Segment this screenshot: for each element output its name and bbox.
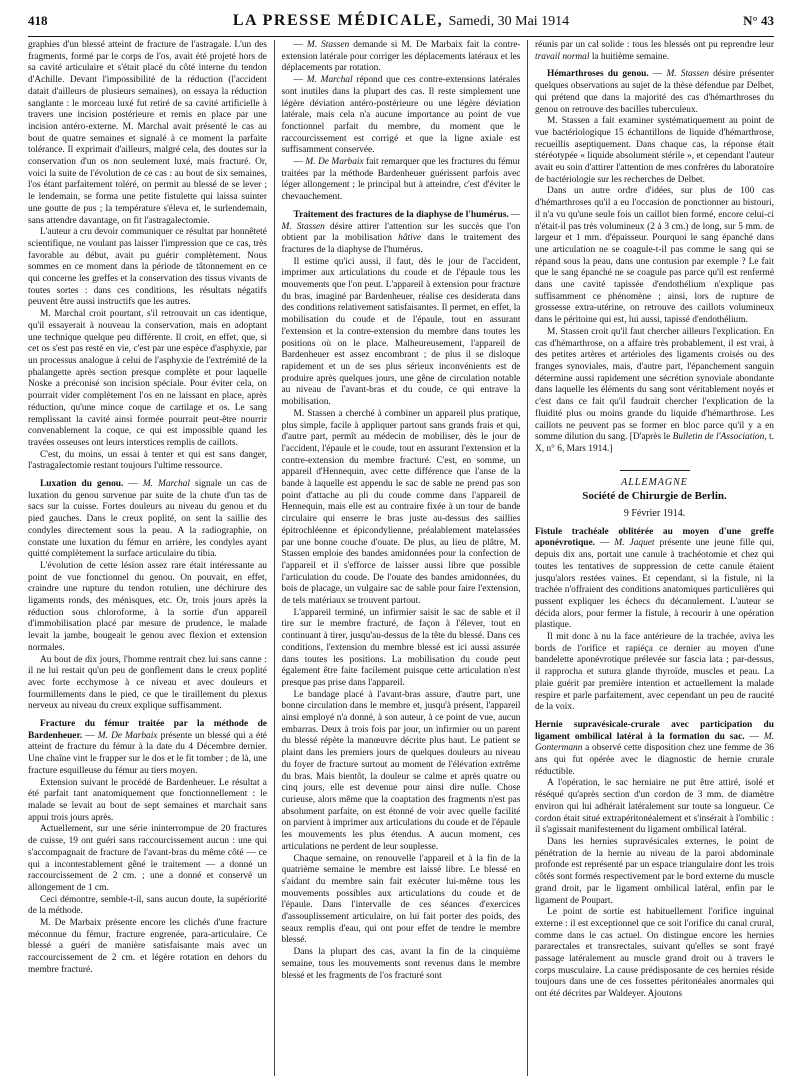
paragraph: Dans un autre ordre d'idées, sur plus de 100 cas d'hémarthroses qu'il a eu l'occasion de ponctionner au bistouri, il n'a vu qu'une seule fois un caillot bien formé, encore celui-ci n'était-il pas très volumineux (2 à 3 cm.) de long, sur 5 mm. de largeur et 1 mm. d'épaisseur. Pourquoi le sang épanché dans une articulation ne se coagule-t-il pas comme le sang qui se répand sous la peau, dans une contusion par exemple ? Le fait que le sang épanché ne se coagule pas parce qu'il est renfermé dans une cavité tapissée d'endothélium n'explique pas suffisamment ce phénomène ; ainsi, lors de rupture de grossesse extra-utérine, on retrouve des caillots volumineux dans le péritoine qui est, lui aussi, tapissé d'endothélium. [535, 186, 774, 326]
column-2 [282, 40, 521, 1076]
article-title: Luxation du genou. [40, 479, 124, 490]
remark-author: M. De Marbaix [305, 157, 364, 168]
page-number: 418 [28, 13, 48, 28]
paragraph: Il estime qu'ici aussi, il faut, dès le jour de l'accident, imprimer aux articulations du coude et de l'épaule tous les mouvements que l'on peut. L'appareil à extension pour fracture du bras, imaginé par Bardenheuer, réalise ces desiderata dans des conditions relativement satisfaisantes. Il permet, en effet, la mobilisation du coude et de l'épaule, tout en assurant l'extension et la contre-extension du membre dans toutes les positions où on le place. Malheureusement, l'appareil de Bardenheuer est assez encombrant ; de plus il se disloque rapidement et un de ses plus sérieux inconvénients est de produire après quelques jours, une gêne de circulation notable au niveau de l'avant-bras et du coude, ce qui entrave la mobilisation. [281, 256, 521, 408]
paragraph: M. Stassen a cherché à combiner un appareil plus pratique, plus simple, facile à appliquer partout sans grands frais et qui, d'autre part, permît au médecin de mobiliser, dès le jour de l'accident, l'épaule et le coude, tout en assurant l'extension et la contre-extension du membre fracturé. C'est, en somme, un appareil d'Hennequin, avec cette différence que l'anse de la bande à laquelle est appendu le sac de sable ne prend pas son point d'attache au pli du coude comme dans l'appareil de Hennequin, mais elle est au contraire fixée à un tour de bande circulaire qui enserre le bras juste au-dessus des saillies épitrochléenne et épicondylienne, préalablement matelassées par une bonne couche d'ouate. De plus, au lieu de plâtre, M. Stassen emploie des bandes amidonnées pour la confection de l'appareil et il s'efforce de laisser aussi libre que possible l'articulation du coude. De l'ouate des bandes amidonnées, du bois de placage, un vulgaire sac de sable pour faire l'extension, de tels matériaux se trouvent partout. [281, 408, 521, 607]
article-text: désire présenter quelques observations au sujet de la thèse défendue par Delbet, qui prétend que dans la majorité des cas d'hémarthroses du genou on retrouve des bacilles tuberculeux. [535, 69, 774, 115]
article-text: présente une jeune fille qui, depuis dix ans, portait une canule à trachéotomie et chez qui toutes les tentatives de suppression de cette canule étaient jusqu'alors restées vaines. Et cependant, si la fistule, ni la trachée n'offraient des conditions anatomiques particulières qui pussent expliquer les échecs du décanulement. L'auteur se décida alors, pour fermer la fistule, à recourir à une opération plastique. [535, 538, 774, 631]
section-rule [620, 470, 690, 471]
remark: — M. Marchal répond que ces contre-extensions latérales sont inutiles dans la plupart des cas. Il reste simplement une légère déviation antéro-postérieure ou une légère déviation latérale, mais cela n'a aucune importance au point de vue fonctionnel parfait du membre, du moment que le raccourcissement est corrigé et que la ligne axiale est suffisamment conservée. [281, 75, 521, 156]
text-columns [28, 40, 774, 1076]
paragraph: L'auteur a cru devoir communiquer ce résultat par honnêteté scientifique, ne voulant pas laisser l'impression que ce cas, très favorable au début, avait pu guérir complètement. Nous sommes en ce moment dans la période de tâtonnement en ce qui concerne les greffes et la conservation des tissus vivants de toutes sortes : dans ces conditions, les résultats négatifs peuvent être aussi instructifs que les autres. [28, 227, 267, 308]
article-title: Fracture du fémur traitée par la méthode de Bardenheuer. [28, 719, 267, 741]
article-text: présente un blessé qui a été atteint de fracture du fémur à la date du 4 Décembre dernier. Une chaîne vint le frapper sur le dos et le fit tomber ; de là, une fracture esquilleuse du fémur au tiers moyen. [28, 730, 267, 776]
paragraph: Au bout de dix jours, l'homme rentrait chez lui sans canne : il ne lui restait qu'un peu de gonflement dans le creux poplité avec forte ecchymose à ce niveau et avec douleurs et fourmillements dans le pied, ce que le tiraillement du plexus nerveux au niveau du creux explique suffisamment. [28, 654, 267, 712]
article-luxation: Luxation du genou. — M. Marchal signale un cas de luxation du genou survenue par suite de la chute d'un tas de sacs sur la cuisse. Fortes douleurs au niveau du genou et du pied gauches. Dans le creux poplité, on sent la saillie des condyles directement sous la peau. A la radiographie, on constate une luxation du fémur en arrière, les condyles ayant quitté complètement la surface articulaire du tibia. [28, 479, 267, 560]
emphasis: hâtive [398, 233, 422, 244]
article-femur: Fracture du fémur traitée par la méthode de Bardenheuer. — M. De Marbaix présente un blessé qui a été atteint de fracture du fémur à la date du 4 Décembre dernier. Une chaîne vint le frapper sur le dos et le fit tomber ; de là, une fracture esquilleuse du fémur au tiers moyen. [28, 719, 267, 776]
remark-text: fait remarquer que les fractures du fémur traitées par la méthode Bardenheuer guérissent parfois avec léger allongement ; le principal but à atteindre, c'est d'éviter le chevauchement. [281, 157, 521, 203]
article-text: dans le traitement des fractures de la diaphyse de l'humérus. [281, 233, 521, 255]
paragraph: Le point de sortie est habituellement l'orifice inguinal externe : il est exceptionnel que ce soit l'orifice du canal crural, comme dans le cas actuel. On distingue encore les hernies pararectales et transrectales, suivant qu'elles se sont frayé passage latéralement au muscle grand droit ou à travers le corps musculaire. La cause prédisposante de ces hernies réside toujours dans une de ces fossettes péritonéales anormales qui ont été décrites par Waldeyer. Ajoutons [535, 907, 774, 1000]
article-text: a observé cette disposition chez une femme de 36 ans qui fut opérée avec le diagnostic de hernie crurale réductible. [535, 743, 774, 777]
article-author: M. Gontermann [535, 731, 774, 754]
remark: — M. Stassen demande si M. De Marbaix fait la contre-extension latérale pour corriger les déplacements latéraux et les déplacements par rotation. [281, 40, 521, 74]
paragraph: C'est, du moins, un essai à tenter et qui est sans danger, l'astragalectomie restant toujours l'ultime ressource. [28, 449, 267, 472]
paragraph: M. Marchal croit pourtant, s'il retrouvait un cas identique, qu'il essayerait à nouveau la conservation, mais en adoptant une technique quelque peu différente. Il croit, en effet, que, si cet os s'est pas resté en vie, c'est par une espèce d'asphyxie, par un processus analogue à celui de l'asphyxie de l'extrémité de la phalangette après section presque complète et pour laquelle Noske a préconisé son incision spéciale. Pour éviter cela, on pourrait vider complètement l'os en ne laissant en place, après réduction, qu'une mince coque de cartilage et os. Le sang remplissant la cavité ainsi formée pourrait peut-être nourrir convenablement la coque, ce qui est impossible quand les travées osseuses ont leurs interstices remplis de caillots. [28, 309, 267, 448]
article-title: Traitement des fractures de la diaphyse de l'humérus. [293, 209, 509, 220]
journal-title [88, 12, 714, 30]
paragraph: Ceci démontre, semble-t-il, sans aucun doute, la supériorité de la méthode. [28, 894, 267, 917]
society-heading: Société de Chirurgie de Berlin. [582, 490, 727, 503]
remark: — M. De Marbaix fait remarquer que les fractures du fémur traitées par la méthode Bardenheuer guérissent parfois avec léger allongement ; le principal but à atteindre, c'est d'éviter le chevauchement. [281, 157, 521, 203]
paragraph: Chaque semaine, on renouvelle l'appareil et à la fin de la quatrième semaine le membre est laissé libre. Le blessé en s'aidant du membre sain fait exécuter lui-même tous les mouvements possibles aux articulations du coude et de l'épaule. Dans l'intervalle de ces séances d'exercices d'assouplissement articulaire, on lui fait porter des poids, des seaux remplis d'eau, qui ont pour effet de tendre le membre blessé. [281, 853, 521, 946]
journal-name: LA PRESSE MÉDICALE, [232, 12, 444, 29]
paragraph: L'appareil terminé, un infirmier saisit le sac de sable et il tire sur le membre fracturé, de façon à l'élever, tout en continuant à tirer, jusqu'au-dessus de la tête du blessé. Dans ces conditions, l'extension du membre blessé est ici aussi assurée dans toutes les positions. La mobilisation du coude peut également être faite facilement puisque cette articulation n'est presque pas prise dans l'appareil. [281, 607, 521, 688]
paragraph [535, 40, 774, 63]
remark-author: M. Stassen [306, 40, 350, 50]
article-author: M. De Marbaix [97, 730, 158, 741]
article-text: désire attirer l'attention sur les succès que l'on obtient par la mobilisation [281, 221, 521, 244]
article-author: M. Stassen [281, 221, 325, 232]
paragraph-text: , t. X, n° 6, Mars 1914.] [535, 432, 774, 454]
emphasis: Bulletin de l'Association [672, 432, 765, 443]
paragraph: A l'opération, le sac herniaire ne put être attiré, isolé et réséqué qu'après section d'un cordon de 3 mm. de diamètre environ qui lui adhérait latéralement sur toute sa longueur. Ce cordon était situé extrapéritonéalement et s'insérait à l'ombilic : il s'agissait manifestement du ligament ombilical latéral. [535, 778, 774, 836]
session-date: 9 Février 1914. [623, 508, 686, 520]
article-title: Hernie supravésicale-crurale avec participation du ligament ombilical latéral à la formation du sac. [535, 719, 774, 742]
remark-author: M. Marchal [306, 75, 353, 86]
remark-text: répond que ces contre-extensions latérales sont inutiles dans la plupart des cas. Il reste simplement une légère déviation antéro-postérieure ou une légère déviation latérale, mais cela n'a aucune importance au point de vue fonctionnel parfait du membre, du moment que le raccourcissement est corrigé et que la ligne axiale est suffisamment conservée. [281, 75, 521, 156]
running-header [28, 12, 774, 32]
article-diaphyse: Traitement des fractures de la diaphyse de l'humérus. — M. Stassen désire attirer l'attention sur les succès que l'on obtient par la mobilisation hâtive dans le traitement des fractures de la diaphyse de l'humérus. [281, 209, 521, 255]
article-hernie: Hernie supravésicale-crurale avec participation du ligament ombilical latéral à la formation du sac. — M. Gontermann a observé cette disposition chez une femme de 36 ans qui fut opérée avec le diagnostic de hernie crurale réductible. [535, 719, 774, 777]
paragraph [535, 327, 774, 456]
paragraph: Il mit donc à nu la face antérieure de la trachée, aviva les bords de l'orifice et rapiéça ce dernier au moyen d'une bandelette aponévrotique prélevée sur fascia lata ; par-dessus, il rapprocha et sutura glande thyroïde, muscles et peau. La plaie guérit par première intention et actuellement la malade respire et parle parfaitement, avec cependant un peu de raucité de la voix. [535, 632, 774, 713]
article-author: M. Stassen [666, 69, 709, 80]
section-heading [535, 470, 774, 520]
article-author: M. Jaquet [614, 538, 655, 549]
paragraph-text: la huitième semaine. [591, 51, 670, 62]
column-1 [28, 40, 267, 1076]
column-3 [535, 40, 774, 1076]
article-title: Fistule trachéale oblitérée au moyen d'une greffe aponévrotique. [535, 526, 774, 549]
paragraph: Dans la plupart des cas, avant la fin de la cinquième semaine, tous les mouvements sont revenus dans le membre blessé et les fragments de l'os fracturé sont [281, 947, 521, 981]
article-text: signale un cas de luxation du genou survenue par suite de la chute d'un tas de sacs sur la cuisse. Fortes douleurs au niveau du genou et du pied gauches. Dans le creux poplité, on sent la saillie des condyles directement sous la peau. A la radiographie, on constate une luxation du fémur en arrière, les condyles ayant quitté complètement la surface articulaire du tibia. [28, 479, 267, 560]
paragraph: Dans les hernies supravésicales externes, le point de pénétration de la hernie au niveau de la paroi abdominale profonde est représenté par un espace triangulaire dont les trois côtés sont formés respectivement par le bord externe du muscle grand droit, par le ligament ombilical latéral, enfin par le ligament de Poupart. [535, 837, 774, 906]
article-title: Hémarthroses du genou. [547, 69, 649, 80]
paragraph: Actuellement, sur une série ininterrompue de 20 fractures de cuisse, 19 ont guéri sans raccourcissement aucun : une qui s'accompagnait de fracture de l'avant-bras du même côté — ce qui a incontestablement gêné le traitement — a donné un raccourcissement de 2 cm. ; une a donné et conservé un allongement de 1 cm. [28, 824, 267, 893]
paragraph-text: réunis par un cal solide : tous les blessés ont pu reprendre leur [535, 40, 774, 50]
paragraph-text: M. Stassen croit qu'il faut chercher ailleurs l'explication. En cas d'hémarthrose, on a affaire très probablement, il est vrai, à des petites artères et artérioles des ligaments croisés ou des franges synoviales, mais, d'autre part, l'épanchement sanguin détermine aussi rapidement une sécrétion synoviale abondante dans laquelle les éléments du sang sont véritablement noyés et c'est dans ce fait qu'il faudrait chercher l'explication de la fluidité plus ou moins grande du liquide d'hémarthrose. Les caillots ne peuvent pas se former en bloc parce qu'il y a en somme dilution du sang. [D'après le [535, 326, 774, 443]
article-author: M. Marchal [142, 479, 190, 490]
paragraph: Extension suivant le procédé de Bardenheuer. Le résultat a été parfait tant anatomiquement que fonctionnellement : le malade se levait au bout de sept semaines et marchait sans appui trois jours après. [28, 777, 267, 823]
paragraph: M. Stassen a fait examiner systématiquement au point de vue bactériologique 15 échantillons de liquide d'hémarthrose, recueillis aseptiquement. Dans chaque cas, la réponse était stéréotypée « liquide absolument stérile », et cependant l'auteur avait eu soin d'attirer l'attention de mes confrères du laboratoire de bactériologie sur les recherches de Delbet. [535, 116, 774, 185]
paragraph: M. De Marbaix présente encore les clichés d'une fracture méconnue du fémur, fracture engrenée, para-articulaire. Ce blessé a guéri de manière satisfaisante mais avec un raccourcissement de 2 cm. et légère rotation en dehors du membre fracturé. [28, 918, 267, 975]
issue-date: Samedi, 30 Mai 1914 [448, 14, 570, 29]
paragraph: graphies d'un blessé atteint de fracture de l'astragale. L'un des fragments, formé par le corps de l'os, avait été projeté hors de sa cavité articulaire et s'était placé du côté interne du tendon d'Achille. Devant l'impossibilité de la réduction (l'accident datait d'ailleurs de plusieurs semaines), on essaya la réduction sanglante : le morceau luxé fut retiré de sa cavité artificielle à travers une incision postérieure et remis en place par une incision antéro-externe. M. Marchal avait présenté le cas au bout de quatre semaines et signalé à ce moment la parfaite tolérance. Il exprimait d'ailleurs, malgré cela, des doutes sur la conservation d'un os non seulement luxé, mais fracturé. Or, voici la suite de l'évolution de ce cas : au bout de six semaines, l'os étant parfaitement toléré, on permit au blessé de se lever ; le lendemain, se forma une petite fistulette qui laissa suinter une goutte de pus ; la température s'éleva et, le surlendemain, sans attendre davantage, on fit l'astragalectomie. [28, 40, 267, 226]
country-heading: ALLEMAGNE [621, 476, 688, 488]
header-rule [28, 36, 774, 37]
paragraph: L'évolution de cette lésion assez rare était intéressante au point de vue fonctionnel du genou. On pouvait, en effet, craindre une rupture du tendon rotulien, une déchirure des ligaments ronds, des ménisques, etc. Or, trois jours après la réduction sous chloroforme, à la sortie d'un appareil d'immobilisation placé par mesure de prudence, le malade levait la jambe, bougeait le genou avec flexion et extension normales. [28, 560, 267, 653]
article-hemarthroses: Hémarthroses du genou. — M. Stassen désire présenter quelques observations au sujet de la thèse défendue par Delbet, qui prétend que dans la majorité des cas d'hémarthroses du genou on retrouve des bacilles tuberculeux. [535, 69, 774, 115]
emphasis: travail normal [535, 51, 590, 62]
issue-number: N° 43 [743, 13, 774, 28]
remark-text: demande si M. De Marbaix fait la contre-extension latérale pour corriger les déplacements latéraux et les déplacements par rotation. [281, 40, 521, 74]
article-fistule: Fistule trachéale oblitérée au moyen d'une greffe aponévrotique. — M. Jaquet présente une jeune fille qui, depuis dix ans, portait une canule à trachéotomie et chez qui toutes les tentatives de suppression de cette canule étaient jusqu'alors restées vaines. Et cependant, si la fistule, ni la trachée n'offraient des conditions anatomiques particulières qui pussent expliquer les échecs du décanulement. L'auteur se décida alors, pour fermer la fistule, à recourir à une opération plastique. [535, 526, 774, 631]
paragraph: Le bandage placé à l'avant-bras assure, d'autre part, une bonne circulation dans le membre et, jusqu'à présent, l'appareil ainsi employé n'a donné, à son auteur, à ce point de vue, aucun embarras. Deux à trois fois par jour, un infirmier ou un parent du blessé répète la manœuvre décrite plus haut. Le patient se plaint dans les premiers jours de quelques douleurs au niveau du foyer de fracture surtout au moment de l'élévation extrême du bras. Mais bientôt, la douleur se calme et après quatre ou cinq jours, elle est devenue pour ainsi dire nulle. Chose curieuse, alors même que la coaptation des fragments n'est pas absolument parfaite, on est étonné de voir avec quelle facilité on parvient à imprimer aux articulations du coude et de l'épaule les mouvements les plus étendus. A aucun moment, ces articulations ne perdent de leur souplesse. [281, 689, 521, 852]
